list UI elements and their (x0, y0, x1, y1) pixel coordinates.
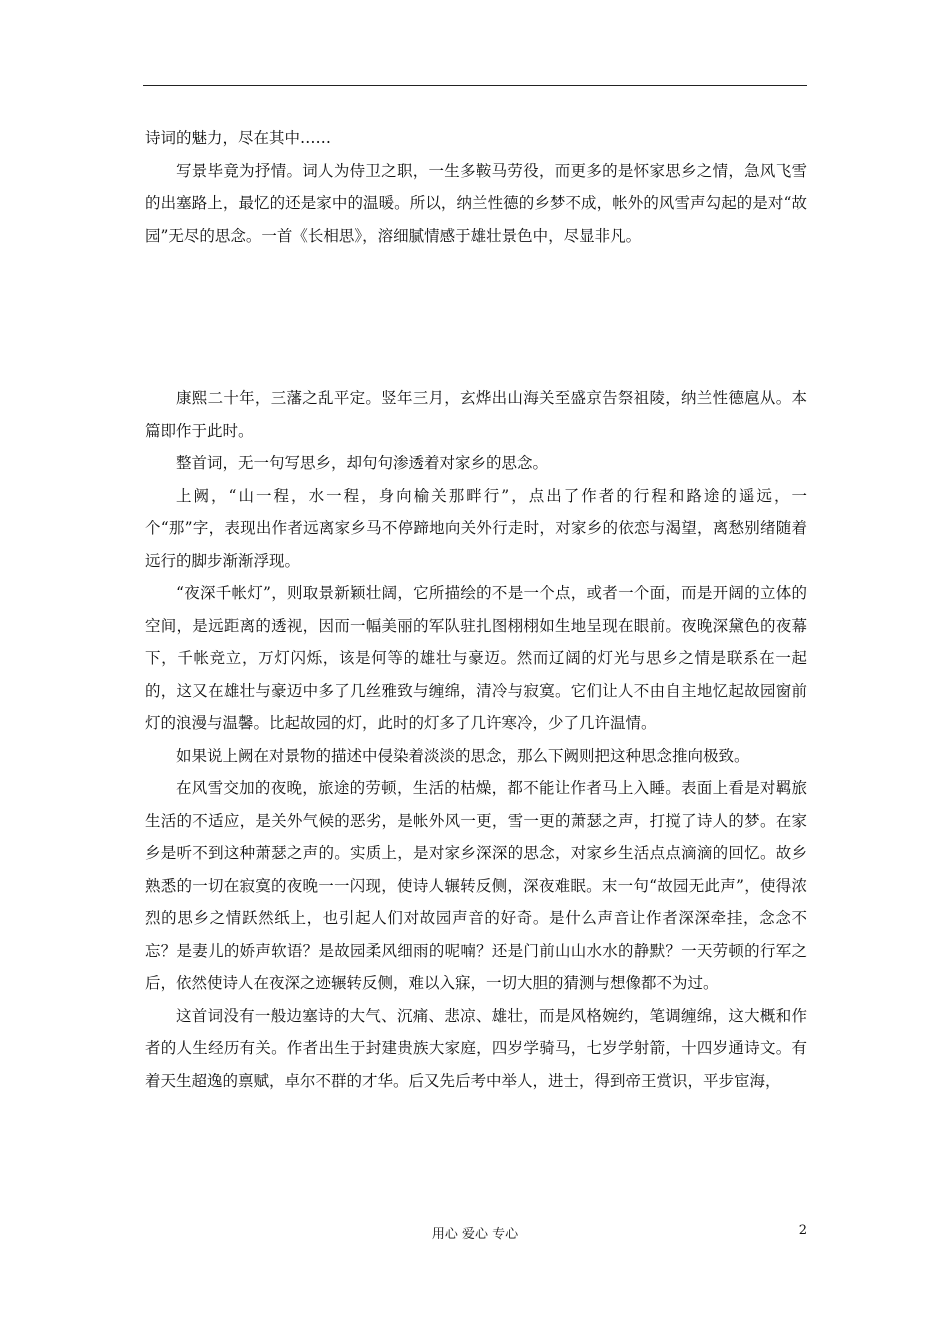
header-rule (143, 85, 807, 86)
section-gap (145, 252, 807, 382)
paragraph-style: 这首词没有一般边塞诗的大气、沉痛、悲凉、雄壮，而是风格婉约，笔调缠绵，这大概和作者的人生经历有关。作者出生于封建贵族大家庭，四岁学骑马，七岁学射箭，十四岁通诗文。有着天生超逸的禀赋，卓尔不群的才华。后又先后考中举人，进士，得到帝王赏识，平步宦海， (145, 1006, 807, 1090)
paragraph-background: 康熙二十年，三藩之乱平定。竖年三月，玄烨出山海关至盛京告祭祖陵，纳兰性德扈从。本篇即作于此时。 (145, 389, 807, 440)
page-number: 2 (798, 1223, 807, 1238)
footer-text: 用心 爱心 专心 (431, 1227, 519, 1242)
page-footer (0, 1223, 950, 1243)
paragraph-overview: 整首词，无一句写思乡，却句句渗透着对家乡的思念。 (176, 454, 549, 472)
paragraph-intro-end: 诗词的魅力，尽在其中…… (145, 129, 332, 147)
paragraph-lanterns: “夜深千帐灯”，则取景新颖壮阔，它所描绘的不是一个点，或者一个面，而是开阔的立体的空间，是远距离的透视，因而一幅美丽的军队驻扎图栩栩如生地呈现在眼前。夜晚深黛色的夜幕下，千帐竞立，万灯闪烁，该是何等的雄壮与豪迈。然而辽阔的灯光与思乡之情是联系在一起的，这又在雄壮与豪迈中多了几丝雅致与缠绵，清冷与寂寞。它们让人不由自主地忆起故园窗前灯的浪漫与温馨。比起故园的灯，此时的灯多了几许寒冷，少了几许温情。 (145, 584, 807, 732)
paragraph-lower-stanza: 在风雪交加的夜晚，旅途的劳顿，生活的枯燥，都不能让作者马上入睡。表面上看是对羁旅生活的不适应，是关外气候的恶劣，是帐外风一更，雪一更的萧瑟之声，打搅了诗人的梦。在家乡是听不到这种萧瑟之声的。实质上，是对家乡深深的思念，对家乡生活点点滴滴的回忆。故乡熟悉的一切在寂寞的夜晚一一闪现，使诗人辗转反侧，深夜难眠。末一句“故园无此声”，使得浓烈的思乡之情跃然纸上，也引起人们对故园声音的好奇。是什么声音让作者深深牵挂，念念不忘？是妻儿的娇声软语？是故园柔风细雨的呢喃？还是门前山山水水的静默？一天劳顿的行军之后，依然使诗人在夜深之迹辗转反侧，难以入寐，一切大胆的猜测与想像都不为过。 (145, 779, 807, 992)
document-body (145, 122, 807, 1097)
paragraph-lyric-emotion: 写景毕竟为抒情。词人为侍卫之职，一生多鞍马劳役，而更多的是怀家思乡之情，急风飞雪的出塞路上，最忆的还是家中的温暖。所以，纳兰性德的乡梦不成，帐外的风雪声勾起的是对“故园”无尽的思念。一首《长相思》，溶细腻情感于雄壮景色中，尽显非凡。 (145, 161, 807, 245)
paragraph-upper-stanza: 上阙，“山一程，水一程，身向榆关那畔行”，点出了作者的行程和路途的遥远，一个“那”字，表现出作者远离家乡马不停蹄地向关外行走时，对家乡的依恋与渴望，离愁别绪随着远行的脚步渐渐浮现。 (145, 486, 807, 570)
paragraph-transition: 如果说上阙在对景物的描述中侵染着淡淡的思念，那么下阙则把这种思念推向极致。 (176, 746, 750, 765)
